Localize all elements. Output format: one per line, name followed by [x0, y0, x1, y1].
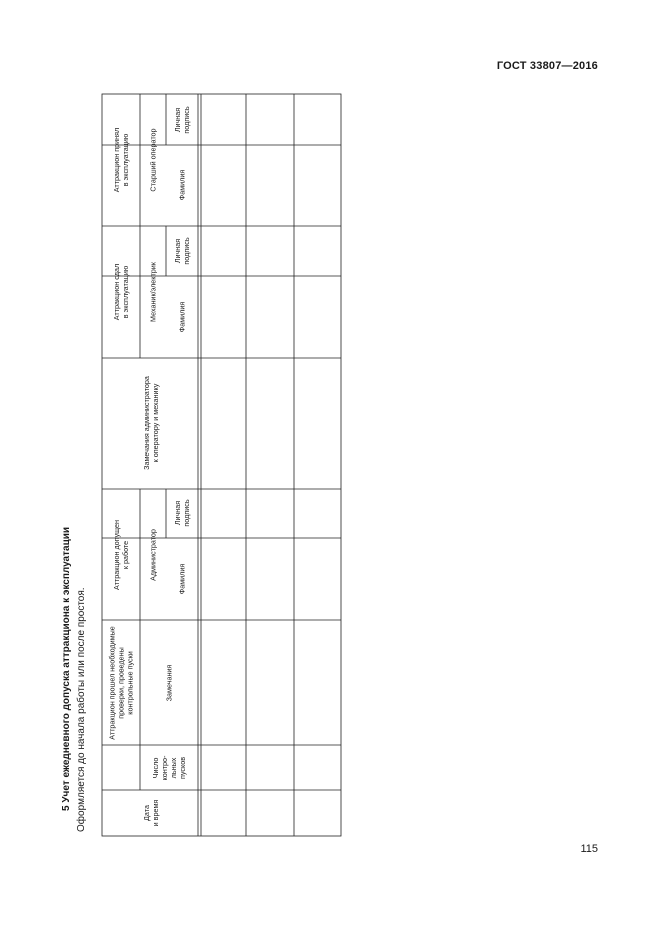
- header-mechanic-surname: Фамилия: [177, 301, 187, 333]
- header-checks-group: Аттракцион прошел необходимые проверки, проведены контрольные пуски: [107, 626, 135, 740]
- header-mechanic: Механик/электрик: [148, 262, 158, 322]
- header-control-runs: Число контро- льных пусков: [151, 755, 187, 781]
- header-handed-group: Аттракцион сдал в эксплуатацию: [112, 263, 130, 321]
- section-note: Оформляется до начала работы или после простоя.: [76, 587, 87, 832]
- header-senior-operator: Старший оператор: [148, 128, 158, 192]
- header-administrator: Администратор: [148, 529, 158, 581]
- header-operator-signature: Личная подпись: [173, 106, 191, 134]
- header-admin-signature: Личная подпись: [173, 499, 191, 527]
- header-operator-surname: Фамилия: [177, 169, 187, 201]
- section-title: 5 Учет ежедневного допуска аттракциона к эксплуатации: [61, 526, 72, 811]
- header-date: Дата и время: [142, 799, 160, 827]
- header-admitted-group: Аттракцион допущен к работе: [112, 520, 130, 590]
- header-checks-remarks: Замечания: [164, 664, 174, 702]
- header-admin-surname: Фамилия: [177, 563, 187, 595]
- page-number: 115: [580, 843, 598, 855]
- header-accepted-group: Аттракцион принял в эксплуатацию: [112, 127, 130, 193]
- header-mechanic-signature: Личная подпись: [173, 237, 191, 265]
- standard-designation: ГОСТ 33807—2016: [496, 60, 598, 72]
- header-admin-remarks: Замечания администратора к оператору и механику: [142, 376, 160, 470]
